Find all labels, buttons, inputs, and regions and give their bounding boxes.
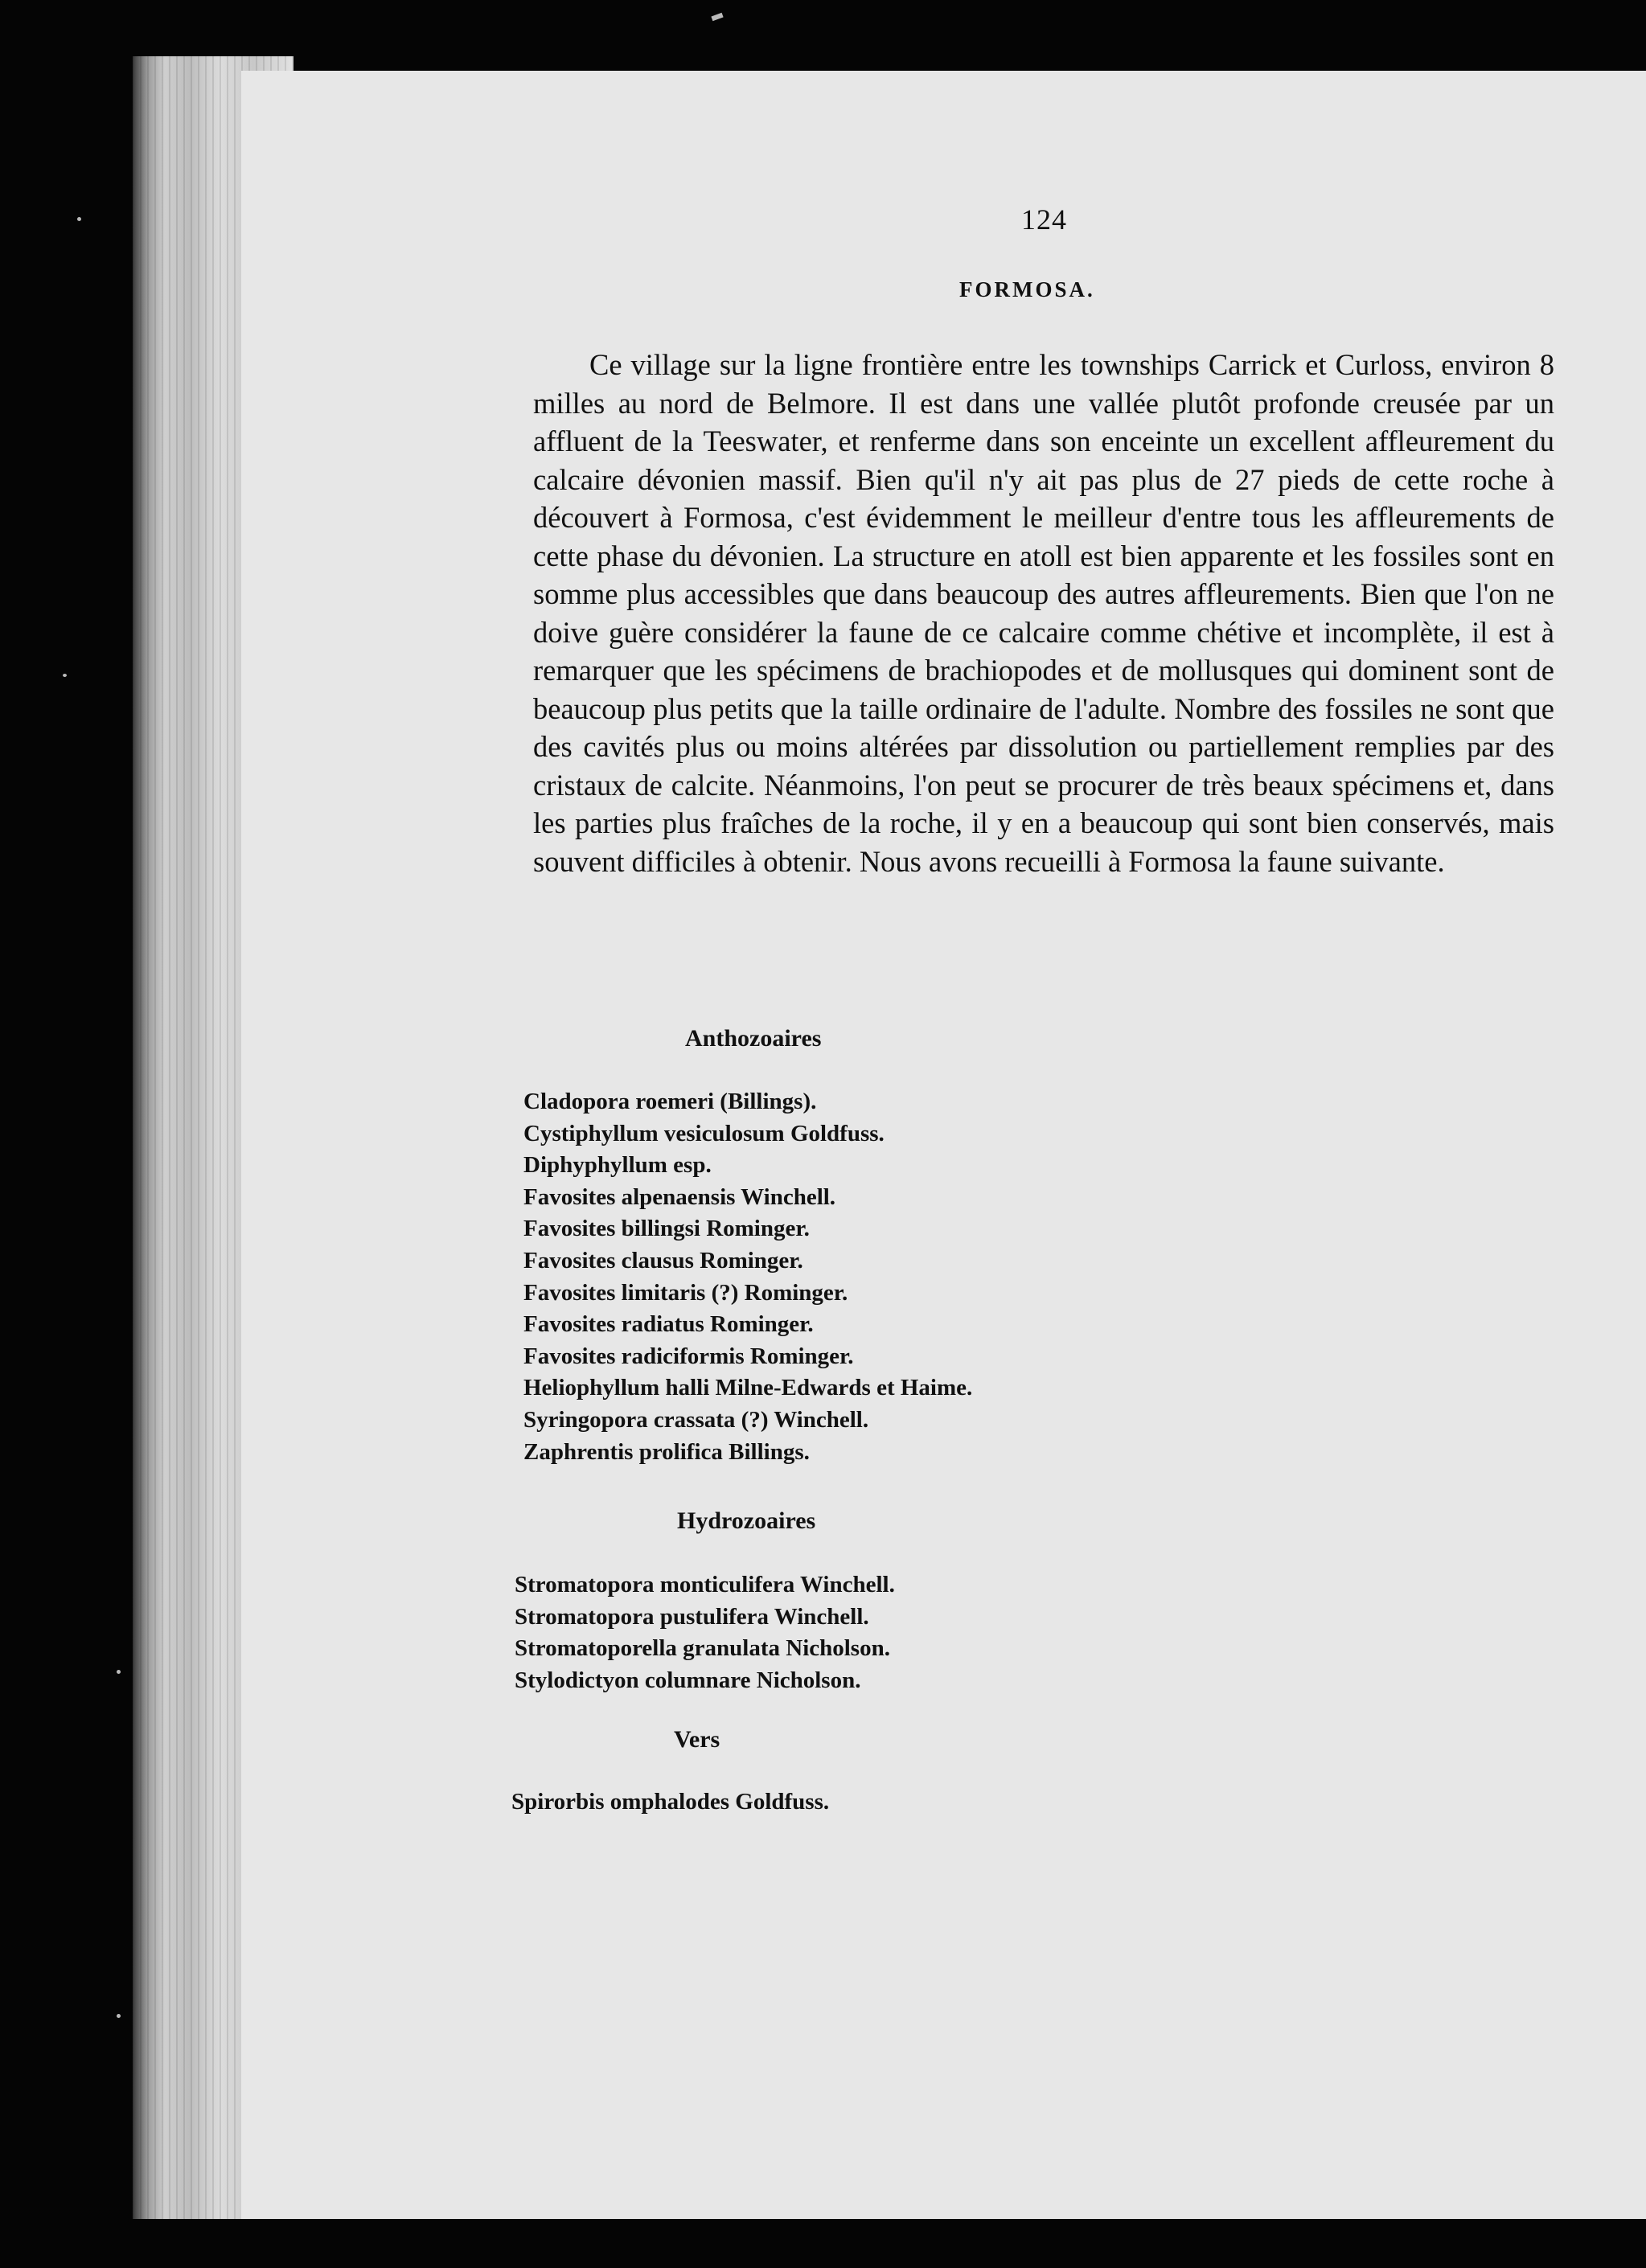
section-title: FORMOSA.: [959, 277, 1095, 301]
list-item: Stromatoporella granulata Nicholson.: [515, 1635, 890, 1662]
list-item: Syringopora crassata (?) Winchell.: [523, 1406, 869, 1433]
list-item: Favosites alpenaensis Winchell.: [523, 1183, 836, 1210]
species-list-hydrozoaires: [515, 1569, 895, 1696]
list-item: Favosites limitaris (?) Rominger.: [523, 1279, 848, 1306]
list-item: Zaphrentis prolifica Billings.: [523, 1438, 810, 1465]
species-list-anthozoaires: [523, 1086, 972, 1468]
species-list-vers: [511, 1786, 829, 1819]
list-item: Favosites clausus Rominger.: [523, 1247, 803, 1273]
list-item: Favosites billingsi Rominger.: [523, 1216, 810, 1242]
group-heading-vers: Vers: [674, 1726, 720, 1753]
list-item: Stromatopora pustulifera Winchell.: [515, 1603, 869, 1630]
group-heading-hydrozoaires: Hydrozoaires: [677, 1507, 816, 1534]
list-item: Favosites radiatus Rominger.: [523, 1311, 814, 1338]
margin-speck: [63, 674, 67, 677]
list-item: Diphyphyllum esp.: [523, 1152, 712, 1179]
page-number: 124: [1021, 203, 1067, 236]
margin-speck: [77, 217, 81, 221]
list-item: Heliophyllum halli Milne-Edwards et Haime.: [523, 1375, 973, 1401]
list-item: Stylodictyon columnare Nicholson.: [515, 1667, 861, 1693]
list-item: Spirorbis omphalodes Goldfuss.: [511, 1789, 830, 1815]
list-item: Cladopora roemeri (Billings).: [523, 1089, 817, 1114]
list-item: Stromatopora monticulifera Winchell.: [515, 1572, 895, 1597]
margin-speck: [117, 1670, 121, 1674]
group-heading-anthozoaires: Anthozoaires: [685, 1025, 822, 1052]
list-item: Favosites radiciformis Rominger.: [523, 1343, 854, 1369]
body-paragraph: Ce village sur la ligne frontière entre les townships Carrick et Curloss, environ 8 milles au nord de Belmore. Il est dans une vallée plutôt profonde creusée par un affluent de la Teeswater, et renferme dans son enceinte un excellent affleurement du calcaire dévonien massif. Bien qu'il n'y ait pas plus de 27 pieds de cette roche à découvert à Formosa, c'est évidemment le meilleur d'entre tous les affleurements de cette phase du dévonien. La structure en atoll est bien apparente et les fossiles sont en somme plus accessibles que dans beaucoup des autres affleurements. Bien que l'on ne doive guère considérer la faune de ce calcaire comme chétive et incomplète, il est à remarquer que les spécimens de brachiopodes et de mollusques qui dominent sont de beaucoup plus petits que la taille ordinaire de l'adulte. Nombre des fossiles ne sont que des cavités plus ou moins altérées par dissolution ou partiellement remplies par des cristaux de calcite. Néanmoins, l'on peut se procurer de très beaux spécimens et, dans les parties plus fraîches de la roche, il y en a beaucoup qui sont bien conservés, mais souvent difficiles à obtenir. Nous avons recueilli à Formosa la faune suivante.: [533, 348, 1554, 878]
margin-speck: [117, 2014, 121, 2018]
list-item: Cystiphyllum vesiculosum Goldfuss.: [523, 1120, 885, 1146]
